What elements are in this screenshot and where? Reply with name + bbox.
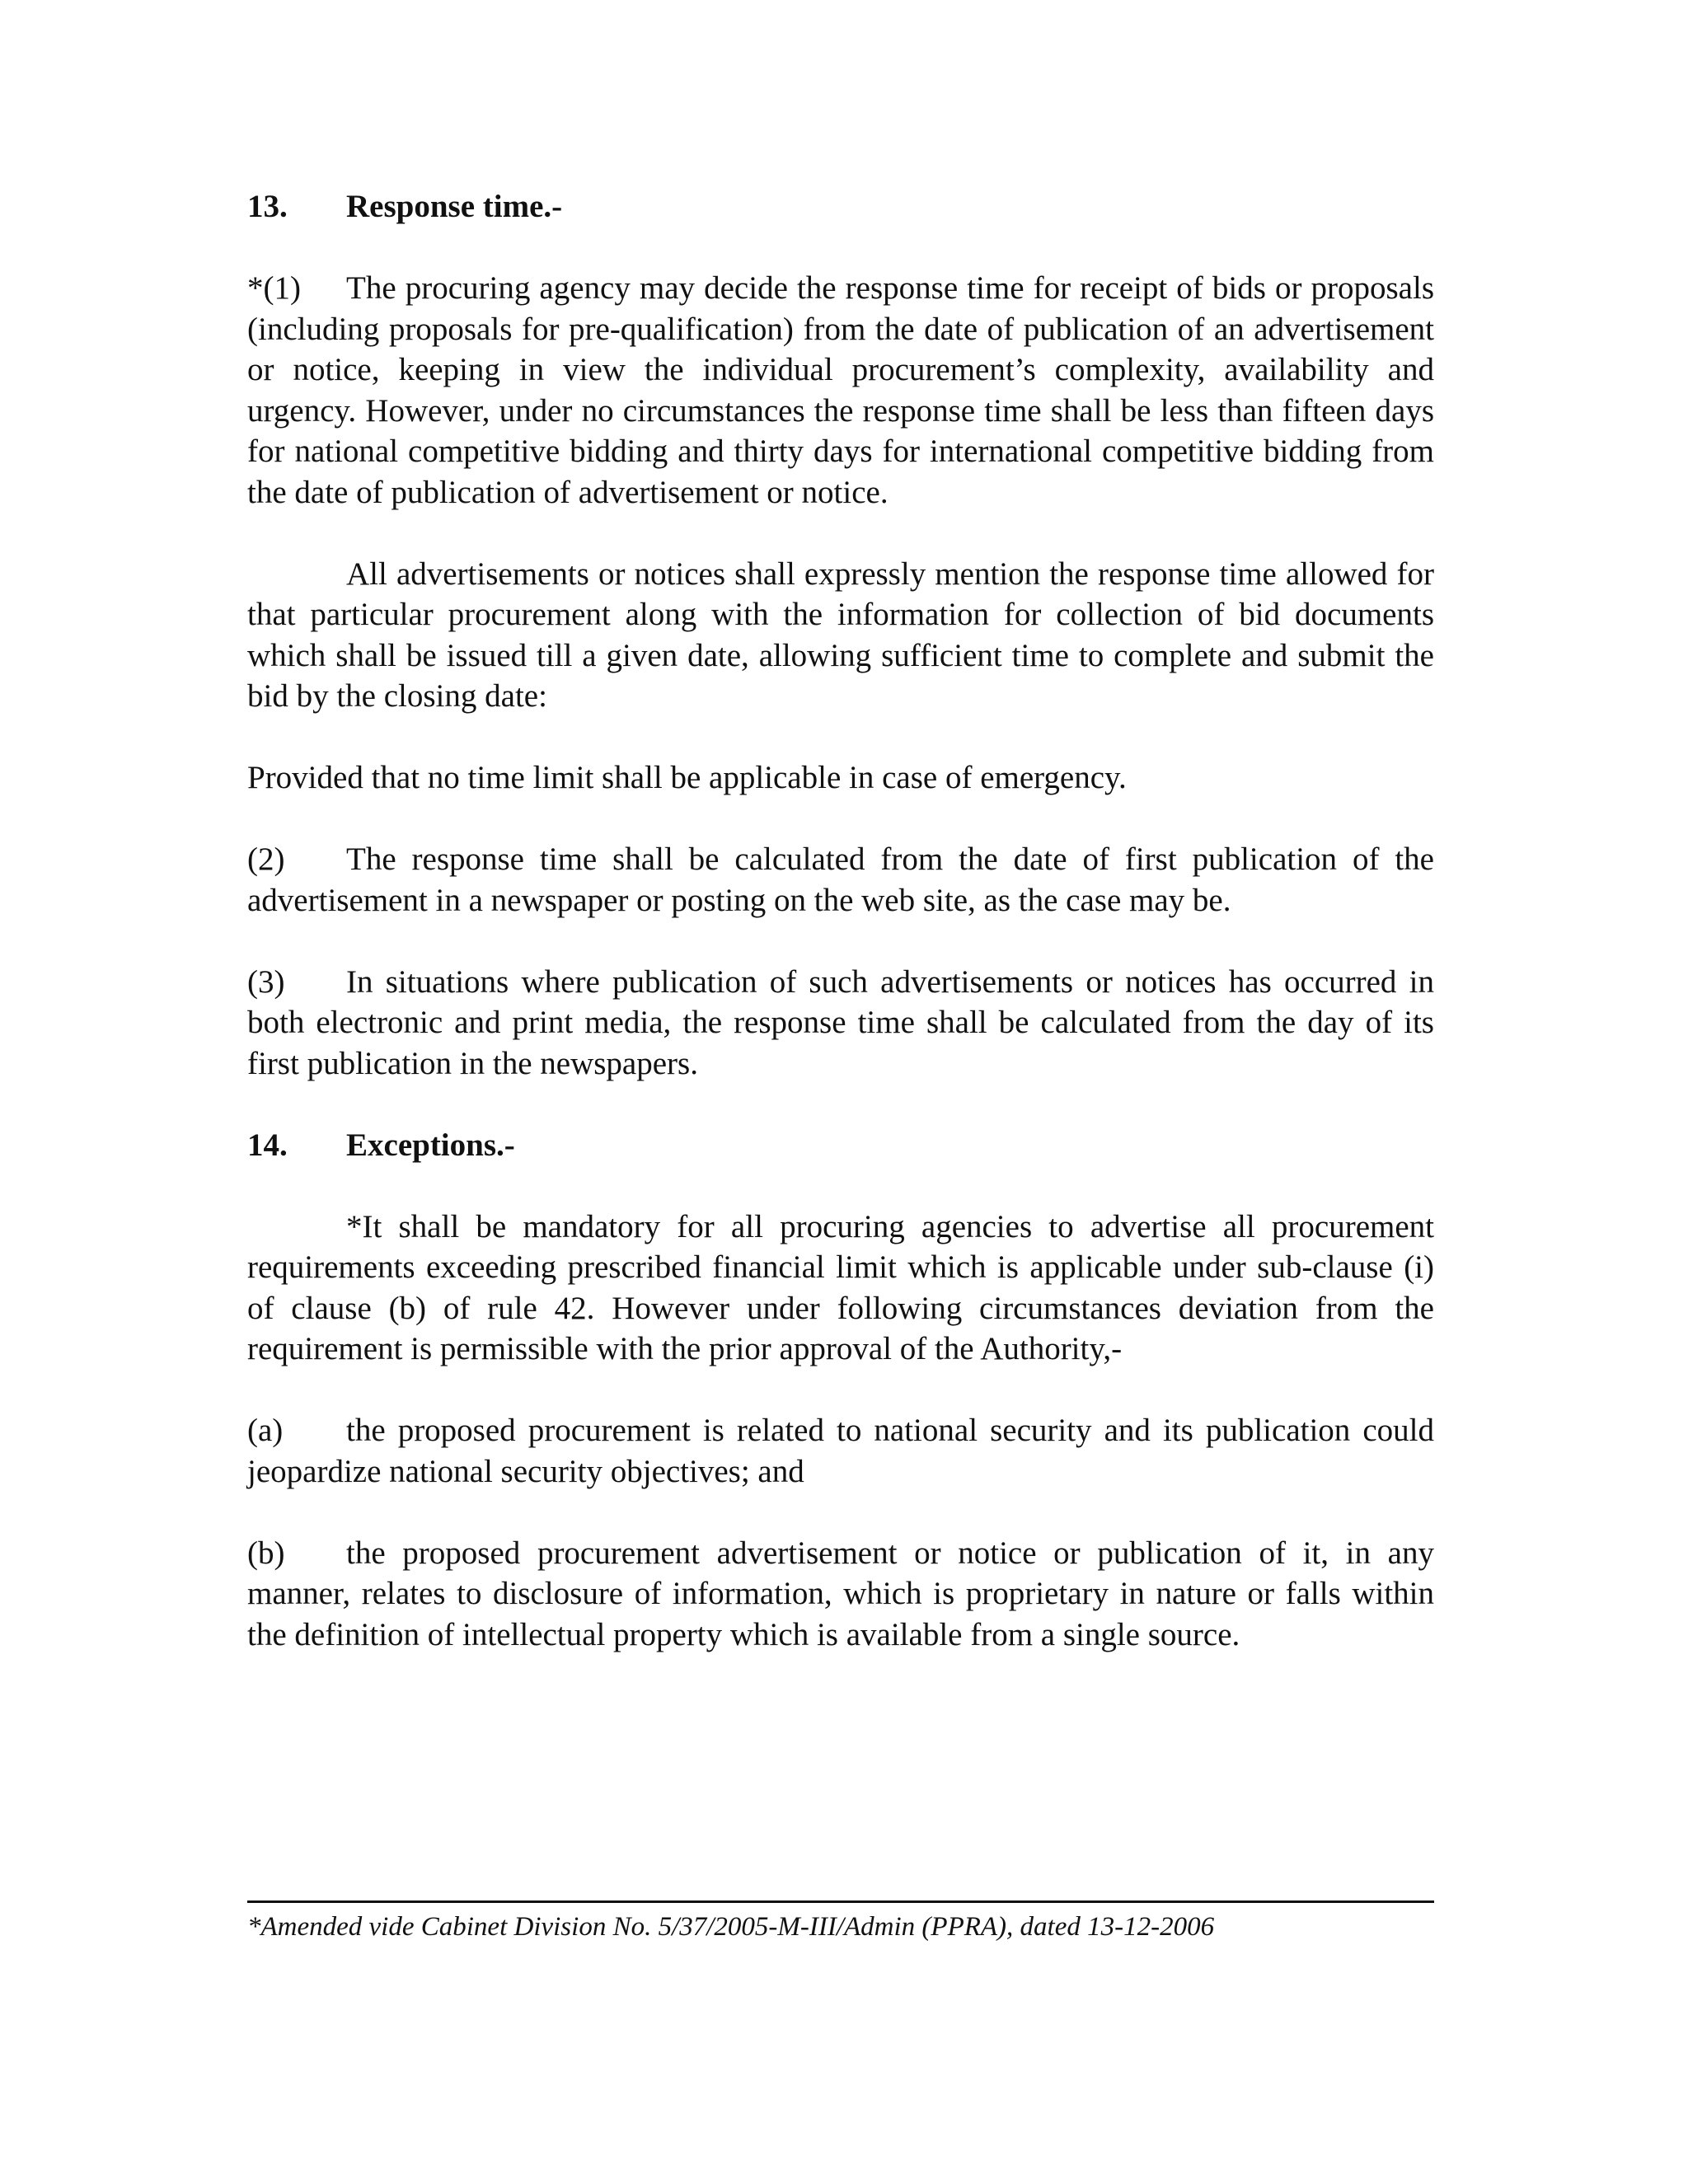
document-page xyxy=(247,186,1434,1655)
paragraph-number: (2) xyxy=(247,841,285,877)
section-13-paragraph-1 xyxy=(247,268,1434,513)
clause-letter: (b) xyxy=(247,1535,285,1571)
clause-letter: (a) xyxy=(247,1413,284,1448)
section-13-paragraph-3 xyxy=(247,839,1434,921)
paragraph-text: The procuring agency may decide the response time for receipt of bids or proposals (including proposals for pre-qualification) from the date of publication of an advertisement or notice, keeping in view the individual procurement’s complexity, availability and urgency. However, under no circumstances the response time shall be less than fifteen days for national competitive bidding and thirty days for international competitive bidding from the date of publication of advertisement or notice. xyxy=(247,270,1434,510)
section-14-clause-a xyxy=(247,1410,1434,1492)
section-13-paragraph-4 xyxy=(247,962,1434,1085)
footnote: *Amended vide Cabinet Division No. 5/37/2005-M-III/Admin (PPRA), dated 13-12-2006 xyxy=(247,1912,1215,1942)
section-13-paragraph-2: All advertisements or notices shall expressly mention the response time allowed for that particular procurement along with the information for collection of bid documents which shall be issued till a given date, allowing sufficient time to complete and submit the bid by the closing date: xyxy=(247,555,1434,714)
section-14-paragraph-1: *It shall be mandatory for all procuring agencies to advertise all procurement requirements exceeding prescribed financial limit which is applicable under sub-clause (i) of clause (b) of rule 42. However under following circumstances deviation from the requirement is permissible with the prior approval of the Authority,- xyxy=(247,1208,1434,1366)
paragraph-text: The response time shall be calculated from the date of first publication of the advertisement in a newspaper or posting on the web site, as the case may be. xyxy=(247,841,1434,918)
paragraph-text: In situations where publication of such advertisements or notices has occurred in both electronic and print media, the response time shall be calculated from the day of its first publication in the newspapers. xyxy=(247,963,1434,1081)
section-number: 14. xyxy=(247,1127,288,1163)
section-title: Response time.- xyxy=(346,189,563,224)
section-14-heading xyxy=(247,1125,1434,1166)
section-title: Exceptions.- xyxy=(346,1127,515,1163)
footnote-divider xyxy=(247,1900,1434,1903)
section-14-clause-b xyxy=(247,1533,1434,1656)
section-13-heading xyxy=(247,186,1434,227)
clause-text: the proposed procurement advertisement or notice or publication of it, in any manner, relates to disclosure of information, which is proprietary in nature or falls within the definition of intellectual property which is available from a single source. xyxy=(247,1535,1434,1652)
paragraph-number: (3) xyxy=(247,963,285,1000)
paragraph-number: *(1) xyxy=(247,270,301,306)
section-number: 13. xyxy=(247,189,288,224)
clause-text: the proposed procurement is related to national security and its publication could jeopardize national security objectives; and xyxy=(247,1413,1434,1489)
section-13-proviso: Provided that no time limit shall be applicable in case of emergency. xyxy=(247,760,1127,795)
